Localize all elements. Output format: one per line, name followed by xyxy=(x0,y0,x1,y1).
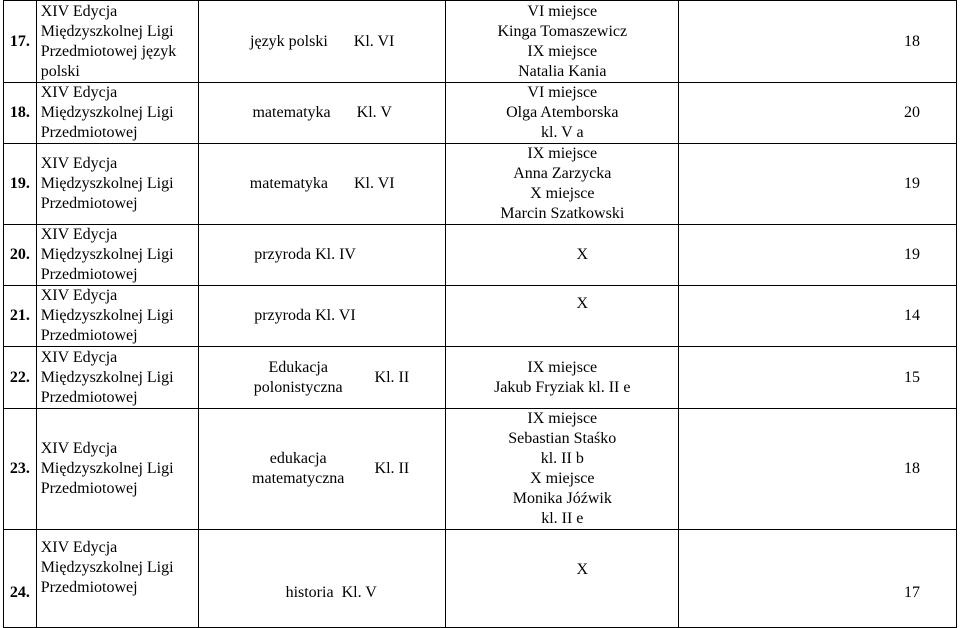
result-cell xyxy=(446,144,679,225)
points-cell xyxy=(679,409,957,530)
table-row xyxy=(4,409,957,530)
result-line: IX miejsce xyxy=(527,410,598,427)
result-cell xyxy=(446,347,679,409)
result-cell xyxy=(446,225,679,286)
competition-cell xyxy=(36,1,199,83)
competition-line: Międzyszkolnej Ligi xyxy=(40,22,174,40)
competition-line: Międzyszkolnej Ligi xyxy=(40,307,174,324)
competition-line: Przedmiotowej xyxy=(40,327,138,344)
competition-line: XIV Edycja xyxy=(40,348,118,366)
result-line: Anna Zarzycka xyxy=(513,165,612,182)
subject-name: przyroda xyxy=(254,307,312,324)
competition-line: XIV Edycja xyxy=(40,2,118,20)
result-line: IX miejsce xyxy=(527,42,598,60)
competition-cell xyxy=(36,530,199,628)
row-number: 20. xyxy=(4,225,37,286)
result-line: kl. II e xyxy=(541,510,584,527)
row-number: 22. xyxy=(4,347,37,409)
points-cell xyxy=(679,83,957,144)
competition-line: Międzyszkolnej Ligi xyxy=(40,559,174,576)
competition-line: Międzyszkolnej Ligi xyxy=(40,175,174,192)
row-number: 23. xyxy=(4,409,37,530)
row-number: 24. xyxy=(4,530,37,628)
subject-cell xyxy=(199,286,446,347)
result-line: Monika Jóźwik xyxy=(512,490,612,507)
row-number: 19. xyxy=(4,144,37,225)
subject-name: matematyka xyxy=(249,175,328,192)
result-line: VI miejsce xyxy=(527,84,598,101)
result-line: Jakub Fryziak kl. II e xyxy=(494,378,631,396)
competition-line: Międzyszkolnej Ligi xyxy=(40,368,174,386)
result-line: Kinga Tomaszewicz xyxy=(497,22,628,40)
table-row xyxy=(4,225,957,286)
result-line: X xyxy=(576,561,589,578)
points-cell xyxy=(679,347,957,409)
result-cell xyxy=(446,286,679,347)
points-value: 18 xyxy=(904,32,920,50)
result-line: X miejsce xyxy=(530,185,595,202)
points-value: 14 xyxy=(904,307,920,324)
competition-cell xyxy=(36,144,199,225)
table-row xyxy=(4,83,957,144)
subject-cell xyxy=(199,1,446,83)
subject-name: przyroda xyxy=(254,246,312,263)
competition-line: Przedmiotowej xyxy=(40,266,138,283)
competition-line: XIV Edycja xyxy=(40,440,118,457)
subject-cell xyxy=(199,144,446,225)
table-row xyxy=(4,530,957,628)
table-row xyxy=(4,286,957,347)
points-value: 19 xyxy=(904,175,920,192)
points-value: 17 xyxy=(904,584,920,601)
class-level: Kl. IV xyxy=(315,246,356,263)
class-level: Kl. V xyxy=(341,584,377,601)
competition-line: Międzyszkolnej Ligi xyxy=(40,460,174,477)
subject-name: Edukacja polonistyczna xyxy=(253,358,343,396)
points-cell xyxy=(679,144,957,225)
points-cell xyxy=(679,225,957,286)
competition-line: Międzyszkolnej Ligi xyxy=(40,104,174,121)
competition-line: XIV Edycja xyxy=(40,155,118,172)
row-number: 18. xyxy=(4,83,37,144)
result-line: IX miejsce xyxy=(527,358,598,376)
points-cell xyxy=(679,530,957,628)
competition-cell xyxy=(36,225,199,286)
result-line: kl. V a xyxy=(541,124,584,141)
class-level: Kl. V xyxy=(356,104,392,121)
result-cell xyxy=(446,530,679,628)
competition-line: Przedmiotowej xyxy=(40,195,138,212)
competition-cell xyxy=(36,286,199,347)
result-line: Natalia Kania xyxy=(518,62,607,80)
class-level: Kl. VI xyxy=(315,307,356,324)
subject-name: edukacja matematyczna xyxy=(252,450,345,487)
competition-cell xyxy=(36,83,199,144)
competition-line: XIV Edycja xyxy=(40,287,118,304)
subject-name: język polski xyxy=(250,32,328,50)
subject-name: matematyka xyxy=(252,104,331,121)
result-line: VI miejsce xyxy=(527,2,598,20)
result-line: X miejsce xyxy=(530,470,595,487)
table-row xyxy=(4,1,957,83)
result-line: kl. II b xyxy=(540,450,584,467)
table-row xyxy=(4,144,957,225)
table-row xyxy=(4,347,957,409)
class-level: Kl. II xyxy=(374,368,410,386)
result-cell xyxy=(446,83,679,144)
competition-cell xyxy=(36,409,199,530)
points-value: 15 xyxy=(904,368,920,386)
competition-line: Przedmiotowej xyxy=(40,579,138,596)
competition-line: Przedmiotowej xyxy=(40,480,138,497)
competition-line: XIV Edycja xyxy=(40,226,118,243)
result-cell xyxy=(446,1,679,83)
result-line: Olga Atemborska xyxy=(506,104,619,121)
subject-cell xyxy=(199,225,446,286)
result-line: X xyxy=(576,295,589,312)
competition-line: Przedmiotowej xyxy=(40,388,138,406)
competition-line: polski xyxy=(40,62,80,80)
points-cell xyxy=(679,286,957,347)
subject-name: historia xyxy=(285,584,334,601)
class-level: Kl. VI xyxy=(353,175,395,192)
points-value: 19 xyxy=(904,246,920,263)
row-number: 21. xyxy=(4,286,37,347)
competition-line: Międzyszkolnej Ligi xyxy=(40,246,174,263)
subject-cell xyxy=(199,83,446,144)
result-line: IX miejsce xyxy=(527,145,598,162)
competition-line: XIV Edycja xyxy=(40,84,118,101)
result-cell xyxy=(446,409,679,530)
competition-cell xyxy=(36,347,199,409)
class-level: Kl. II xyxy=(374,460,410,477)
competition-line: Przedmiotowej xyxy=(40,124,138,141)
row-number: 17. xyxy=(4,1,37,83)
points-value: 20 xyxy=(904,104,920,121)
competition-line: Przedmiotowej język xyxy=(40,42,177,60)
result-line: Sebastian Staśko xyxy=(508,430,617,447)
result-line: Marcin Szatkowski xyxy=(500,205,625,222)
class-level: Kl. VI xyxy=(353,32,395,50)
results-table xyxy=(3,0,957,628)
subject-cell xyxy=(199,347,446,409)
result-line: X xyxy=(576,246,589,263)
subject-cell xyxy=(199,409,446,530)
competition-line: XIV Edycja xyxy=(40,539,118,556)
subject-cell xyxy=(199,530,446,628)
points-value: 18 xyxy=(904,460,920,477)
points-cell xyxy=(679,1,957,83)
